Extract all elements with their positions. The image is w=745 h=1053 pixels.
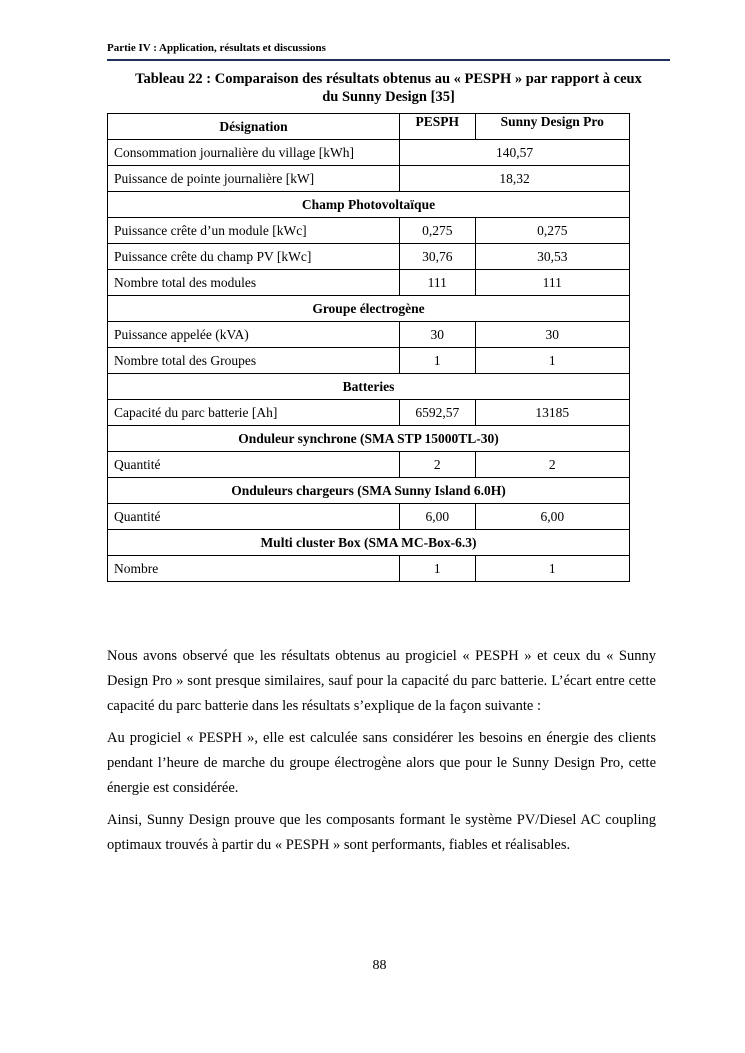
header-rule: [107, 59, 670, 61]
paragraph: Nous avons observé que les résultats obtenus au progiciel « PESPH » et ceux du « Sunny Design Pro » sont presque similaires, sauf pour la capacité du parc batterie. L’écart entre cette capacité du parc batterie dans les résultats s’explique de la façon suivante :: [107, 648, 656, 714]
pesph-value: 0,275: [400, 218, 476, 244]
table-row: [108, 452, 630, 478]
table-row: [108, 556, 630, 582]
row-shared-value: 140,57: [400, 140, 630, 166]
header-designation: Désignation: [108, 114, 400, 140]
sunny-design-value: 30,53: [475, 244, 629, 270]
row-label: Puissance crête d’un module [kWc]: [108, 218, 400, 244]
section-title: Champ Photovoltaïque: [108, 192, 630, 218]
table-section-row: [108, 426, 630, 452]
section-title: Groupe électrogène: [108, 296, 630, 322]
table-header-row: [108, 114, 630, 140]
row-label: Capacité du parc batterie [Ah]: [108, 400, 400, 426]
pesph-value: 30,76: [400, 244, 476, 270]
comparison-table: [107, 113, 630, 582]
page-header: Partie IV : Application, résultats et discussions: [107, 42, 326, 54]
row-label: Nombre total des modules: [108, 270, 400, 296]
caption-line-1: Tableau 22 : Comparaison des résultats obtenus au « PESPH » par rapport à ceux: [135, 71, 642, 87]
section-title: Onduleur synchrone (SMA STP 15000TL-30): [108, 426, 630, 452]
section-title: Multi cluster Box (SMA MC-Box-6.3): [108, 530, 630, 556]
pesph-value: 1: [400, 348, 476, 374]
table-row: [108, 218, 630, 244]
sunny-design-value: 111: [475, 270, 629, 296]
row-label: Consommation journalière du village [kWh]: [108, 140, 400, 166]
table-row: [108, 244, 630, 270]
sunny-design-value: 13185: [475, 400, 629, 426]
row-shared-value: 18,32: [400, 166, 630, 192]
pesph-value: 6592,57: [400, 400, 476, 426]
pesph-value: 2: [400, 452, 476, 478]
paragraph: Au progiciel « PESPH », elle est calculée sans considérer les besoins en énergie des clients pendant l’heure de marche du groupe électrogène alors que pour le Sunny Design Pro, cette énergie est considérée.: [107, 730, 656, 796]
pesph-value: 6,00: [400, 504, 476, 530]
table-row: [108, 140, 630, 166]
table-row: [108, 348, 630, 374]
pesph-value: 30: [400, 322, 476, 348]
table-row: [108, 400, 630, 426]
table-row: [108, 322, 630, 348]
row-label: Nombre total des Groupes: [108, 348, 400, 374]
table-section-row: [108, 530, 630, 556]
body-text: [107, 644, 656, 865]
row-label: Puissance appelée (kVA): [108, 322, 400, 348]
pesph-value: 1: [400, 556, 476, 582]
table-section-row: [108, 478, 630, 504]
caption-line-2: du Sunny Design [35]: [322, 89, 455, 105]
table-row: [108, 270, 630, 296]
pesph-value: 111: [400, 270, 476, 296]
row-label: Nombre: [108, 556, 400, 582]
sunny-design-value: 2: [475, 452, 629, 478]
table-caption: [107, 70, 670, 106]
header-pesph: PESPH: [400, 114, 476, 140]
sunny-design-value: 30: [475, 322, 629, 348]
table-section-row: [108, 192, 630, 218]
table-row: [108, 504, 630, 530]
row-label: Puissance de pointe journalière [kW]: [108, 166, 400, 192]
section-title: Batteries: [108, 374, 630, 400]
row-label: Quantité: [108, 504, 400, 530]
table-section-row: [108, 296, 630, 322]
sunny-design-value: 0,275: [475, 218, 629, 244]
sunny-design-value: 1: [475, 556, 629, 582]
row-label: Quantité: [108, 452, 400, 478]
table-row: [108, 166, 630, 192]
sunny-design-value: 6,00: [475, 504, 629, 530]
row-label: Puissance crête du champ PV [kWc]: [108, 244, 400, 270]
header-sunny-design-pro: Sunny Design Pro: [475, 114, 629, 140]
table-body: [108, 140, 630, 582]
page-number: 88: [372, 958, 387, 973]
sunny-design-value: 1: [475, 348, 629, 374]
section-title: Onduleurs chargeurs (SMA Sunny Island 6.0H): [108, 478, 630, 504]
table-section-row: [108, 374, 630, 400]
paragraph: Ainsi, Sunny Design prouve que les composants formant le système PV/Diesel AC coupling optimaux trouvés à partir du « PESPH » sont performants, fiables et réalisables.: [107, 812, 656, 853]
